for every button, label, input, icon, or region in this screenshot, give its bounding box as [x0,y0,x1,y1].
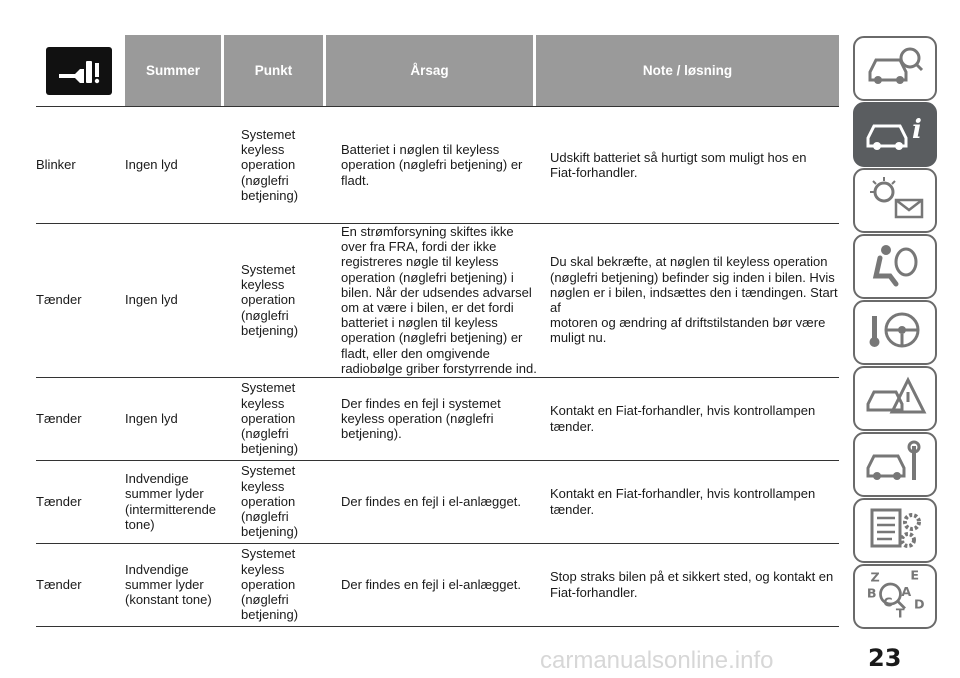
cell-note-text: Kontakt en Fiat-forhandler, hvis kontrollampen [550,486,816,502]
cell-light-text: Tænder [36,292,82,308]
cell-cause-text: Der findes en fejl i el-anlægget. [341,493,521,509]
cell-light [36,460,122,543]
cell-note [550,543,839,626]
cell-buzzer [125,223,221,377]
cell-buzzer [125,107,221,223]
cell-note-text: nøglen er i bilen, indsættes den i tændingen. Start af [550,284,838,315]
cell-cause-text: En strømforsyning skiftes ikke [341,223,514,239]
index-letter: C [883,594,893,610]
steering-wheel-key-icon [862,306,928,359]
cell-point-text: keyless [241,395,285,411]
cell-point-text: betjening) [241,441,299,457]
cell-cause [341,223,546,377]
cell-point [241,377,331,460]
cell-cause-text: radiobølge griber forstyrrende ind. [341,360,537,376]
cell-buzzer-text: Ingen lyd [125,157,178,173]
cell-note [550,107,839,223]
cell-point-text: keyless [241,478,285,494]
cell-point-text: (nøglefri [241,426,289,442]
index-letter: D [914,596,925,612]
warning-lights-message-icon [862,174,928,227]
cell-note-text: Kontakt en Fiat-forhandler, hvis kontrollampen [550,403,816,419]
cell-light-text: Tænder [36,576,82,592]
chapter-tab-7[interactable] [853,432,937,497]
warning-light-icon [46,47,112,95]
cell-light [36,377,122,460]
chapter-tab-9[interactable] [853,564,937,629]
cell-point-text: (nøglefri [241,307,289,323]
alphabetical-index-icon [860,565,930,628]
cell-cause-text: over fra FRA, fordi der ikke [341,239,497,255]
cell-point [241,107,331,223]
cell-light [36,543,122,626]
cell-light [36,223,122,377]
index-letter: Z [870,569,880,585]
keyless-warning-table [36,35,839,623]
specifications-gears-icon [862,504,928,557]
cell-note-text: Fiat-forhandler. [550,165,638,180]
cell-note-text: Du skal bekræfte, at nøglen til keyless operation [550,254,828,270]
cell-point-text: Systemet [241,380,296,396]
cell-cause-text: operation (nøglefri betjening) er [341,330,523,346]
cell-point-text: operation [241,157,296,173]
cell-cause-text: registreres nøgle til keyless [341,254,499,270]
cell-note-text: Fiat-forhandler. [550,584,638,600]
cell-point-text: Systemet [241,546,296,562]
cell-note [550,460,839,543]
airbag-seat-icon [862,240,928,293]
header-note: Note / løsning [536,35,839,106]
car-search-icon [862,42,928,95]
cell-buzzer [125,460,221,543]
cell-point-text: Systemet [241,261,296,277]
chapter-tab-2[interactable] [853,102,937,167]
chapter-tab-4[interactable] [853,234,937,299]
cell-buzzer-text: (intermitterende [125,501,217,517]
chapter-tab-5[interactable] [853,300,937,365]
index-letter: A [901,583,912,599]
cell-cause-text: Batteriet i nøglen til keyless [341,142,500,158]
car-maintenance-tools-icon [862,438,928,491]
cell-point-text: operation [241,493,296,509]
cell-point-text: betjening) [241,187,299,203]
table-row [36,223,839,378]
header-punkt: Punkt [224,35,323,106]
cell-point-text: betjening) [241,322,299,338]
index-letter: B [866,585,877,601]
cell-cause-text: bilen. Når der udsendes advarsel [341,284,532,300]
chapter-tab-1[interactable] [853,36,937,101]
cell-cause-text: keyless operation (nøglefri [341,410,494,426]
cell-cause-text: batteriet i nøglen til keyless [341,315,498,331]
cell-point-text: Systemet [241,126,296,142]
cell-note-text: tænder. [550,501,595,517]
cell-cause [341,543,546,626]
cell-point-text: (nøglefri [241,509,289,525]
table-row [36,543,839,627]
table-row [36,377,839,461]
page-number: 23 [868,644,902,672]
cell-buzzer-text: Indvendige [125,561,189,577]
table-header [36,35,839,106]
header-icon-cell [36,35,122,106]
cell-point-text: betjening) [241,607,299,623]
index-letter: T [895,605,905,621]
chapter-tab-3[interactable] [853,168,937,233]
header-arsag: Årsag [326,35,533,106]
car-emergency-triangle-icon [862,372,928,425]
cell-note-text: muligt nu. [550,330,607,346]
cell-buzzer [125,543,221,626]
cell-cause-text: om at være i bilen, er det fordi [341,300,514,315]
cell-buzzer-text: tone) [125,516,155,532]
cell-point-text: betjening) [241,524,299,540]
cell-buzzer [125,377,221,460]
cell-point-text: operation [241,292,296,308]
cell-point-text: keyless [241,561,285,577]
cell-point-text: (nøglefri [241,592,289,608]
cell-cause-text: Der findes en fejl i systemet [341,395,501,411]
cell-note-text: motoren og ændring af driftstilstanden bør være [550,315,826,331]
cell-cause-text: operation (nøglefri betjening) i [341,269,514,285]
cell-buzzer-text: (konstant tone) [125,592,212,608]
cell-point-text: keyless [241,142,285,158]
cell-point-text: operation [241,410,296,426]
cell-buzzer-text: summer lyder [125,576,204,592]
cell-note [550,377,839,460]
header-summer: Summer [125,35,221,106]
cell-light-text: Tænder [36,410,82,426]
svg-text:i: i [912,115,922,145]
cell-cause [341,460,546,543]
cell-note-text: Stop straks bilen på et sikkert sted, og kontakt en [550,569,834,585]
cell-cause-text: Der findes en fejl i el-anlægget. [341,576,521,592]
cell-cause [341,377,546,460]
cell-point [241,223,331,377]
cell-buzzer-text: summer lyder [125,486,204,502]
cell-light-text: Tænder [36,493,82,509]
cell-buzzer-text: Ingen lyd [125,410,178,426]
table-row [36,107,839,224]
cell-note-text: (nøglefri betjening) befinder sig inden i bilen. Hvis [550,269,835,285]
cell-cause-text: operation (nøglefri betjening) er [341,157,523,173]
cell-point-text: (nøglefri [241,172,289,188]
cell-point [241,543,331,626]
chapter-tab-6[interactable] [853,366,937,431]
cell-cause-text: betjening). [341,426,402,442]
cell-note-text: tænder. [550,418,595,434]
cell-light [36,107,122,223]
cell-note [550,223,839,377]
cell-point [241,460,331,543]
table-row [36,460,839,544]
index-letter: E [910,567,920,583]
cell-point-text: keyless [241,277,285,293]
cell-note-text: Udskift batteriet så hurtigt som muligt hos en [550,149,807,165]
cell-buzzer-text: Indvendige [125,471,189,487]
cell-cause-text: fladt. [341,172,370,188]
chapter-tab-8[interactable] [853,498,937,563]
cell-point-text: operation [241,576,296,592]
cell-cause-text: fladt, eller den omgivende [341,345,490,361]
watermark: carmanualsonline.info [540,647,774,674]
cell-cause [341,107,546,223]
cell-buzzer-text: Ingen lyd [125,292,178,308]
car-info-icon [862,108,928,161]
cell-point-text: Systemet [241,463,296,479]
cell-light-text: Blinker [36,157,76,173]
